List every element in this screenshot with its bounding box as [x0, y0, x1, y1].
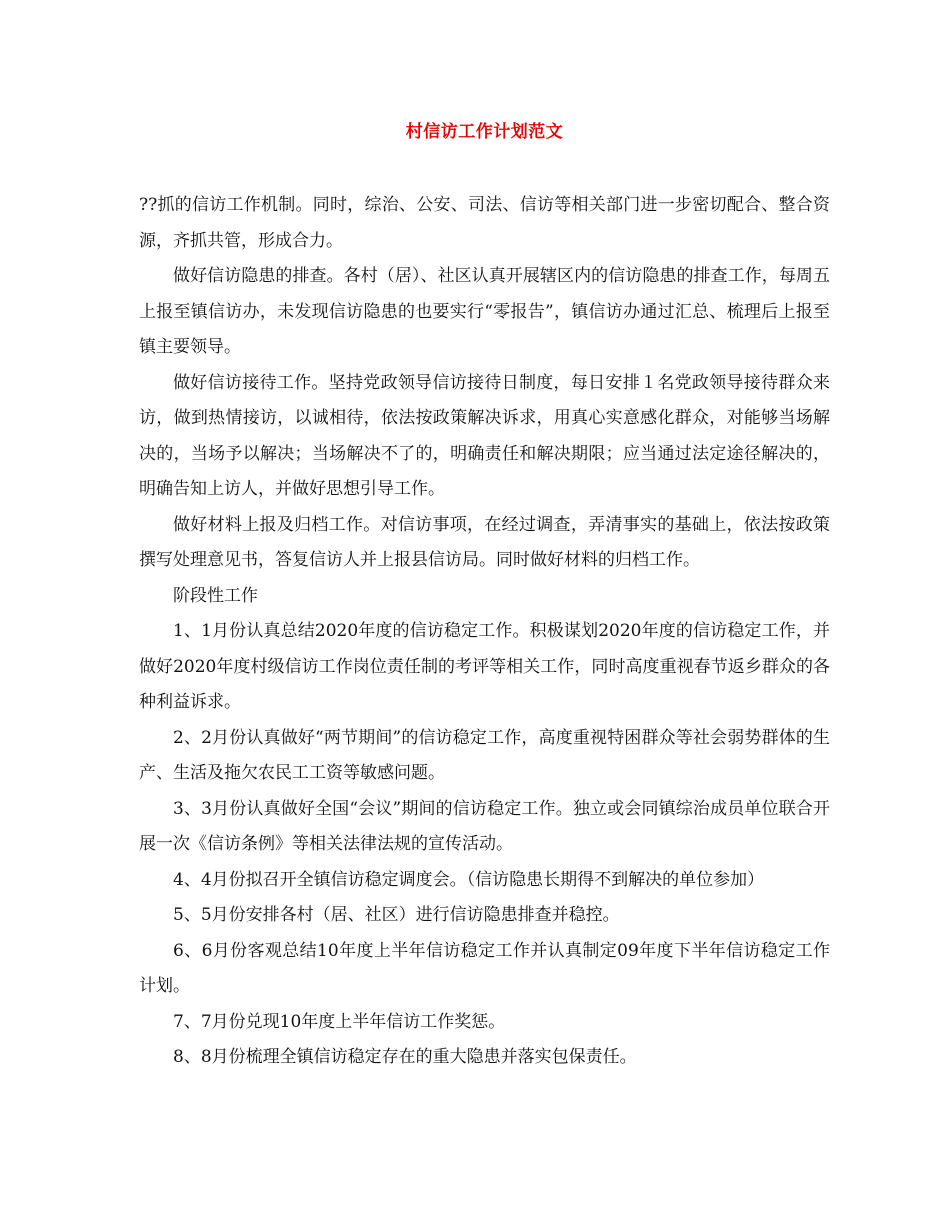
list-item: 6、6月份客观总结10年度上半年信访稳定工作并认真制定09年度下半年信访稳定工作计划。 — [139, 940, 830, 996]
list-item: 1、1月份认真总结2020年度的信访稳定工作。积极谋划2020年度的信访稳定工作，并做好2020年度村级信访工作岗位责任制的考评等相关工作，同时高度重视春节返乡群众的各种利益诉求。 — [139, 621, 830, 712]
list-item: 8、8月份梳理全镇信访稳定存在的重大隐患并落实包保责任。 — [173, 1047, 637, 1067]
list-item: 4、4月份拟召开全镇信访稳定调度会。（信访隐患长期得不到解决的单位参加） — [173, 869, 765, 890]
document-title: 村信访工作计划范文 — [405, 122, 564, 142]
list-item: 7、7月份兑现10年度上半年信访工作奖惩。 — [173, 1011, 506, 1032]
paragraph: 做好信访隐患的排查。各村（居）、社区认真开展辖区内的信访隐患的排查工作，每周五上报至镇信访办，未发现信访隐患的也要实行“零报告”，镇信访办通过汇总、梳理后上报至镇主要领导。 — [139, 266, 830, 357]
list-item: 5、5月份安排各村（居、社区）进行信访隐患排查并稳控。 — [173, 905, 620, 925]
list-item: 2、2月份认真做好“两节期间”的信访稳定工作，高度重视特困群众等社会弱势群体的生产、生活及拖欠农民工工资等敏感问题。 — [139, 727, 830, 783]
paragraph: ??抓的信访工作机制。同时，综治、公安、司法、信访等相关部门进一步密切配合、整合资源，齐抓共管，形成合力。 — [139, 195, 830, 251]
paragraph: 做好材料上报及归档工作。对信访事项，在经过调查，弄清事实的基础上，依法按政策撰写处理意见书，答复信访人并上报县信访局。同时做好材料的归档工作。 — [139, 514, 830, 570]
document-body — [139, 188, 830, 1076]
section-heading: 阶段性工作 — [173, 585, 258, 606]
paragraph: 做好信访接待工作。坚持党政领导信访接待日制度，每日安排１名党政领导接待群众来访，做到热情接访，以诚相待，依法按政策解决诉求，用真心实意感化群众，对能够当场解决的，当场予以解决；当场解决不了的，明确责任和解决期限；应当通过法定途径解决的，明确告知上访人，并做好思想引导工作。 — [139, 372, 830, 499]
list-item: 3、3月份认真做好全国“会议”期间的信访稳定工作。独立或会同镇综治成员单位联合开展一次《信访条例》等相关法律法规的宣传活动。 — [139, 798, 830, 854]
